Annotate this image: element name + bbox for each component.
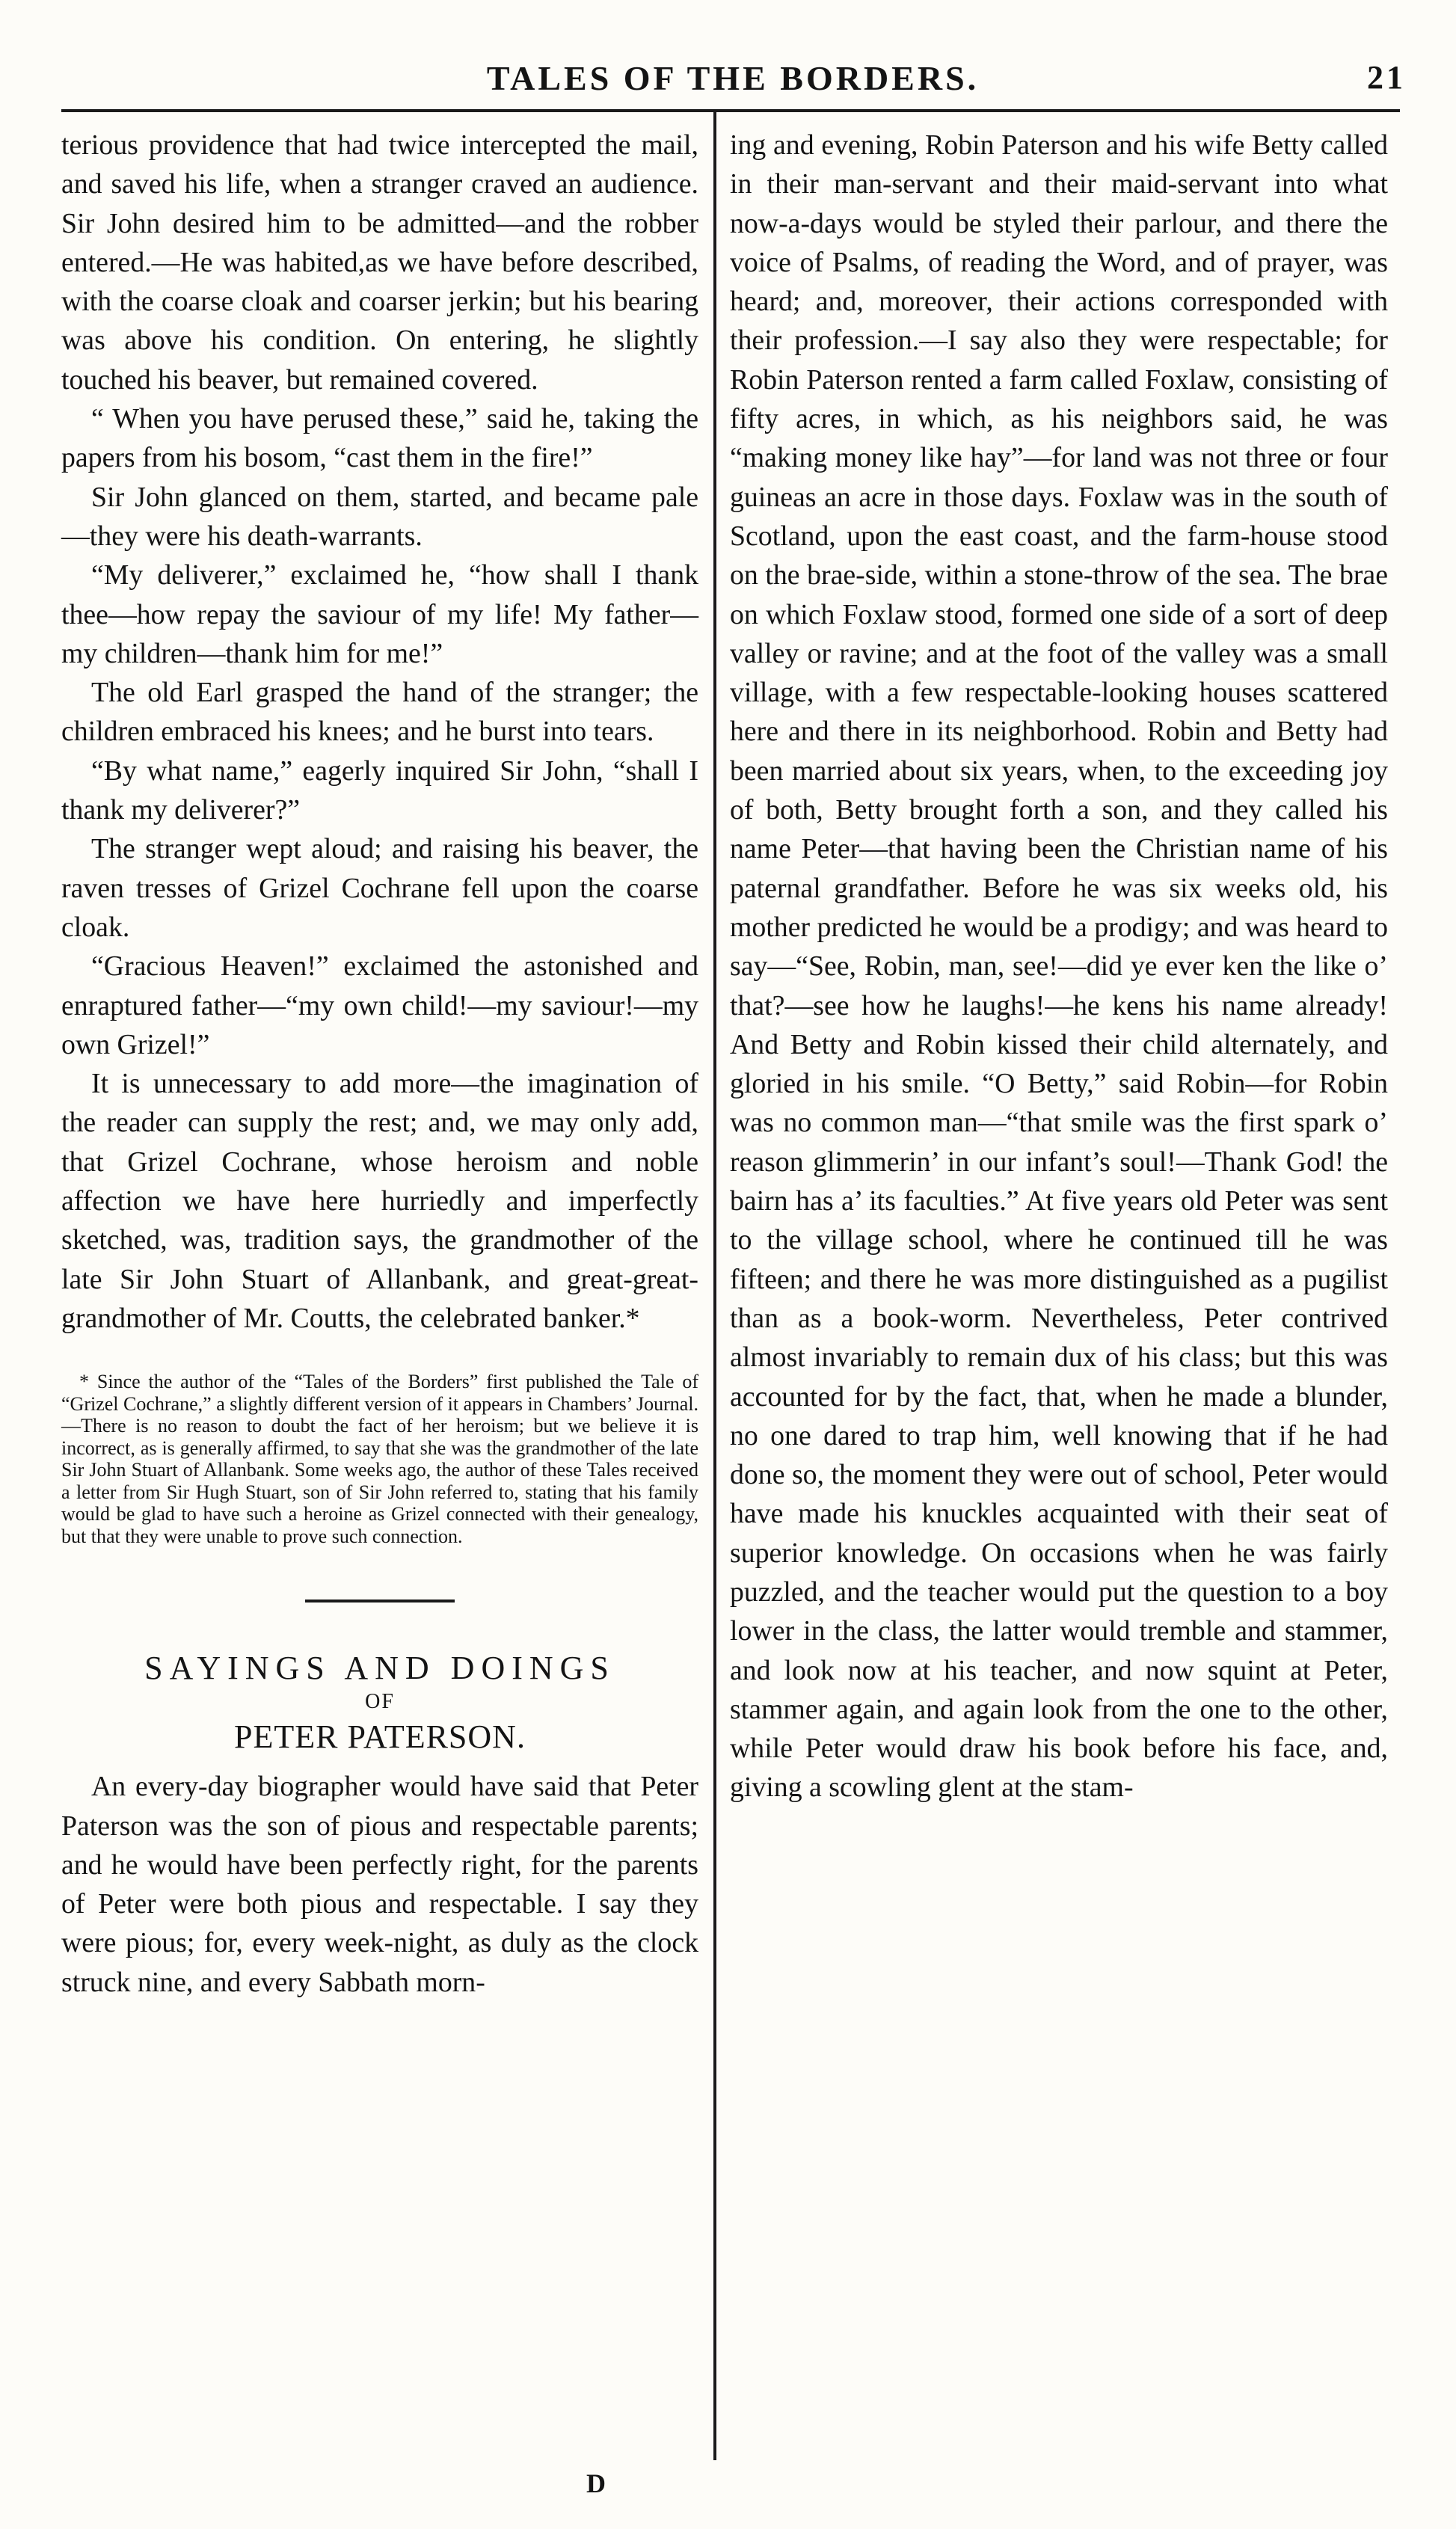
paragraph: Sir John glanced on them, started, and became pale—they were his death-warrants. [61, 481, 698, 552]
header-rule [61, 109, 1400, 112]
paragraph: “Gracious Heaven!” exclaimed the astonished and enraptured father—“my own child!—my saviour!—my own Grizel!” [61, 950, 698, 1060]
left-column [61, 126, 698, 2466]
paragraph: It is unnecessary to add more—the imagination of the reader can supply the rest; and, we may only add, that Grizel Cochrane, whose heroism and noble affection we have here hurriedly and imperfectly sketched, was, tradition says, the grandmother of the late Sir John Stuart of Allanbank, and great-great-grandmother of Mr. Coutts, the celebrated banker.* [61, 1068, 698, 1334]
paragraph: An every-day biographer would have said that Peter Paterson was the son of pious and respectable parents; and he would have been perfectly right, for the parents of Peter were both pious and respectable. I say they were pious; for, every week-night, as duly as the clock struck nine, and every Sabbath morn- [61, 1771, 698, 1998]
paragraph: The stranger wept aloud; and raising his beaver, the raven tresses of Grizel Cochrane fell upon the coarse cloak. [61, 833, 698, 943]
paragraph: The old Earl grasped the hand of the stranger; the children embraced his knees; and he burst into tears. [61, 677, 698, 748]
signature-mark: D [586, 2468, 606, 2498]
running-header [60, 58, 1406, 111]
paragraph: “My deliverer,” exclaimed he, “how shall I thank thee—how repay the saviour of my life! My father—my children—thank him for me!” [61, 559, 698, 669]
section-divider [305, 1600, 455, 1602]
footnote [61, 1371, 698, 1547]
running-title: TALES OF THE BORDERS. [486, 59, 980, 97]
paragraph: “By what name,” eagerly inquired Sir John, “shall I thank my deliverer?” [61, 755, 698, 826]
article-title-of: OF [365, 1690, 395, 1714]
footnote-text: * Since the author of the “Tales of the Borders” first published the Tale of “Grizel Cochrane,” a slightly different version of it appears in Chambers’ Journal.—There is no reason to doubt the fact of her heroism; but we believe it is incorrect, as is generally affirmed, to say that she was the grandmother of the late Sir John Stuart of Allanbank. Some weeks ago, the author of these Tales received a letter from Sir Hugh Stuart, son of Sir John referred to, stating that his family would be glad to have such a heroine as Grizel connected with their genealogy, but that they were unable to prove such connection. [61, 1371, 698, 1547]
paragraph: ing and evening, Robin Paterson and his wife Betty called in their man-servant and their maid-servant into what now-a-days would be styled their parlour, and there the voice of Psalms, of reading the Word, and of prayer, was heard; and, moreover, their actions corresponded with their profession.—I say also they were respectable; for Robin Paterson rented a farm called Foxlaw, consisting of fifty acres, in which, as his neighbors said, he was “making money like hay”—for land was not three or four guineas an acre in those days. Foxlaw was in the south of Scotland, upon the east coast, and the farm-house stood on the brae-side, within a stone-throw of the sea. The brae on which Foxlaw stood, formed one side of a sort of deep valley or ravine; and at the foot of the valley was a small village, with a few respectable-looking houses scattered here and there in its neighborhood. Robin and Betty had been married about six years, when, to the exceeding joy of both, Betty brought forth a son, and they called his name Peter—that having been the Christian name of his paternal grandfather. Before he was six weeks old, his mother predicted he would be a prodigy; and was heard to say—“See, Robin, man, see!—did ye ever ken the like o’ that?—see how he laughs!—he kens his name already! And Betty and Robin kissed their child alternately, and gloried in his smile. “O Betty,” said Robin—for Robin was no common man—“that smile was the first spark o’ reason glimmerin’ in our infant’s soul!—Thank God! the bairn has a’ its faculties.” At five years old Peter was sent to the village school, where he continued till he was fifteen; and there he was more distinguished as a pugilist than as a book-worm. Nevertheless, Peter contrived almost invariably to remain dux of his class; but this was accounted for by the fact, that, when he made a blunder, no one dared to trap him, well knowing that if he had done so, the moment they were out of school, Peter would have made his knuckles acquainted with their seat of superior knowledge. On occasions when he was fairly puzzled, and the teacher would put the question to a boy lower in the class, the latter would tremble and stammer, and look now at his teacher, and now squint at Peter, stammer again, and again look from the one to the other, while Peter would draw his book before his face, and, giving a scowling glent at the stam- [730, 129, 1388, 1804]
paragraph: terious providence that had twice intercepted the mail, and saved his life, when a stranger craved an audience. Sir John desired him to be admitted—and the robber entered.—He was habited,as we have before described, with the coarse cloak and coarser jerkin; but his bearing was above his condition. On entering, he slightly touched his beaver, but remained covered. [61, 129, 698, 396]
page-number: 21 [1367, 59, 1406, 96]
right-column [730, 126, 1388, 2466]
article-title: SAYINGS AND DOINGS [144, 1650, 615, 1687]
paragraph: “ When you have perused these,” said he, taking the papers from his bosom, “cast them in the fire!” [61, 403, 698, 474]
column-rule [713, 112, 716, 2460]
article-subject-name: PETER PATERSON. [234, 1718, 526, 1756]
